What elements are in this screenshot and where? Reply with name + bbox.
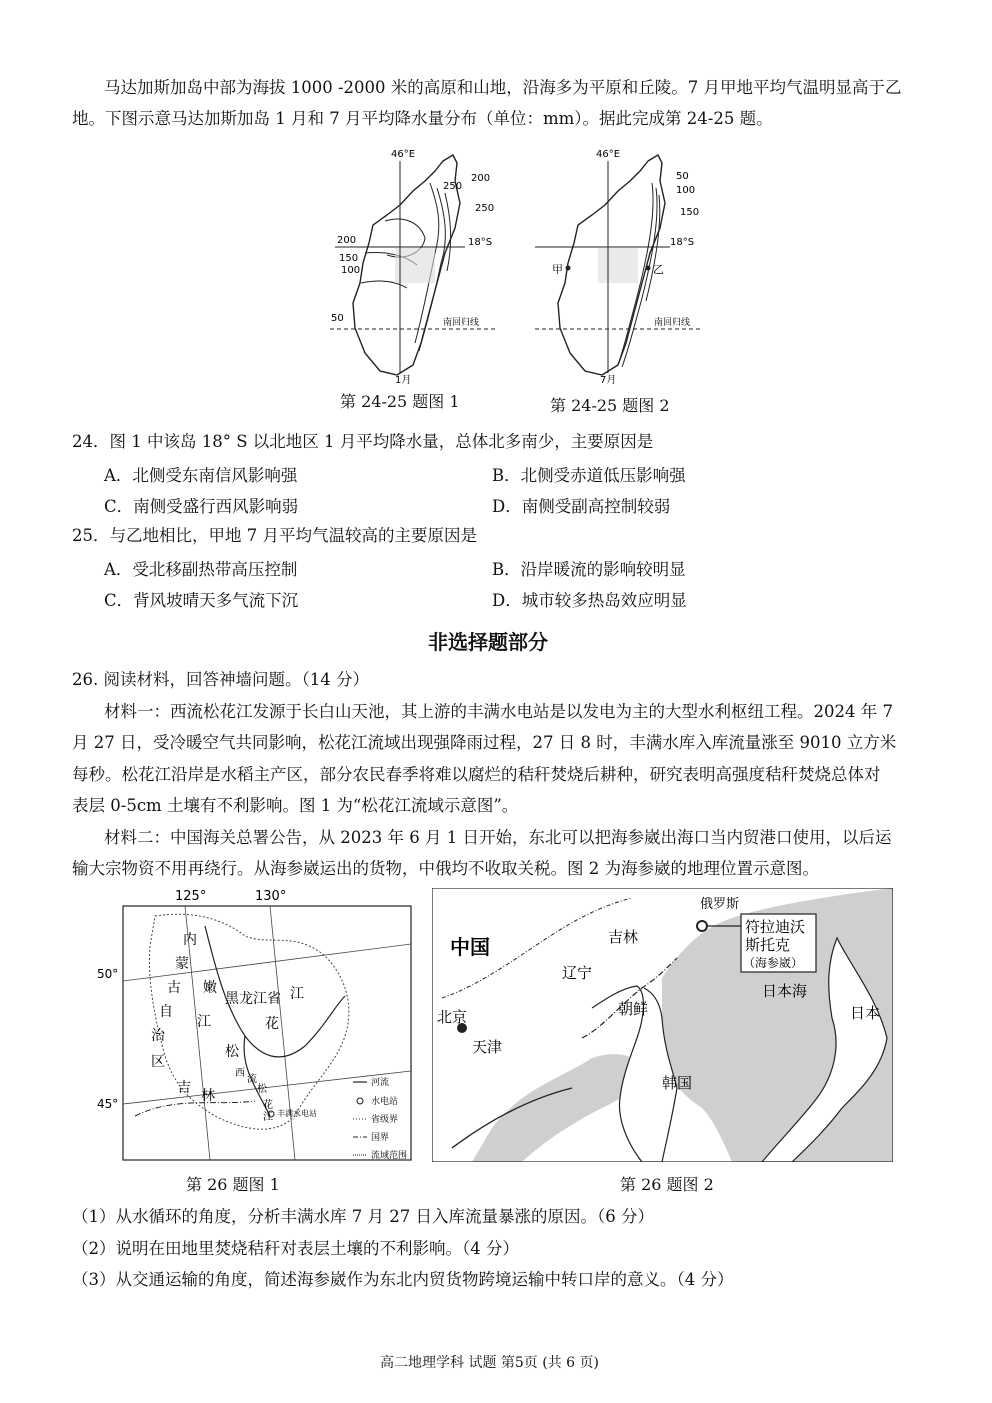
isoline-label: 50 [676, 171, 689, 182]
label-beijing: 北京 [437, 1008, 468, 1026]
label-jilin: 吉林 [608, 928, 639, 946]
q25-option-d[interactable]: D．城市较多热岛效应明显 [492, 591, 687, 610]
q26-material1-line2: 月 27 日，受冷暖空气共同影响，松花江流域出现强降雨过程，27 日 8 时，丰满水库入库流量涨至 9010 立方米 [72, 733, 897, 752]
label-north-korea: 朝鲜 [618, 1000, 649, 1018]
q26-material1-line4: 表层 0-5cm 土壤有不利影响。图 1 为“松花江流域示意图”。 [72, 796, 519, 815]
map-label: 松 [257, 1084, 267, 1095]
map-label: 古 [167, 980, 181, 996]
map1-caption: 第 24-25 题图 1 [340, 392, 460, 411]
isoline-label: 100 [676, 185, 696, 196]
map3-caption: 第 26 题图 1 [186, 1175, 280, 1194]
lat-label: 18°S [468, 237, 493, 248]
map-label: 江 [197, 1014, 211, 1030]
map-label: 丰满水电站 [277, 1109, 317, 1118]
month-label: 1月 [395, 375, 412, 386]
lat-label: 18°S [670, 237, 695, 248]
madagascar-jan-map [325, 143, 500, 388]
lon-label: 125° [175, 889, 207, 904]
label-south-korea: 韩国 [662, 1074, 693, 1092]
legend-hydropower: 水电站 [371, 1097, 399, 1107]
q26-material1-line1: 材料一：西流松花江发源于长白山天池，其上游的丰满水电站是以发电为主的大型水利枢纽工程。2024 年 7 [104, 702, 893, 721]
map-label: 花 [263, 1100, 273, 1111]
madagascar-jul-map [530, 143, 705, 388]
map-label: 流 [247, 1074, 257, 1085]
q24-option-a[interactable]: A．北侧受东南信风影响强 [104, 466, 298, 485]
lon-label: 46°E [596, 149, 621, 160]
q25-option-c[interactable]: C．背风坡晴天多气流下沉 [104, 591, 299, 610]
q25-option-a[interactable]: A．受北移副热带高压控制 [104, 560, 298, 579]
map-label: 花 [265, 1016, 279, 1032]
label-tianjin: 天津 [472, 1038, 503, 1056]
intro-line-1: 马达加斯加岛中部为海拔 1000 -2000 米的高原和山地，沿海多为平原和丘陵。7 月甲地平均气温明显高于乙 [104, 78, 902, 97]
map4-caption: 第 26 题图 2 [620, 1175, 714, 1194]
q26-sub3: （3）从交通运输的角度，简述海参崴作为东北内贸货物跨境运输中转口岸的意义。（4 分） [72, 1270, 734, 1289]
map-label: 蒙 [175, 956, 189, 972]
legend-basin-boundary: 流域范围 [371, 1151, 408, 1161]
label-china: 中国 [450, 935, 490, 959]
lat-label: 50° [97, 967, 119, 981]
isoline-label: 100 [341, 265, 361, 276]
q26-sub1: （1）从水循环的角度，分析丰满水库 7 月 27 日入库流量暴涨的原因。（6 分） [72, 1207, 654, 1226]
label-japan: 日本 [850, 1004, 881, 1022]
intro-line-2: 地。下图示意马达加斯加岛 1 月和 7 月平均降水量分布（单位：mm）。据此完成第 24-25 题。 [72, 109, 773, 128]
q25-stem: 25．与乙地相比，甲地 7 月平均气温较高的主要原因是 [72, 526, 477, 545]
q24-option-c[interactable]: C．南侧受盛行西风影响弱 [104, 497, 299, 516]
map-label: 江 [263, 1112, 273, 1123]
isoline-label: 200 [471, 173, 491, 184]
label-japan-sea: 日本海 [762, 982, 808, 1000]
vladivostok-location-map [432, 888, 893, 1162]
map-label: 林 [201, 1088, 215, 1104]
section-title: 非选择题部分 [428, 630, 548, 654]
q25-option-b[interactable]: B．沿岸暖流的影响较明显 [492, 560, 686, 579]
place-jia: 甲 [552, 263, 563, 276]
isoline-label: 50 [331, 313, 344, 324]
map-label: 江 [290, 986, 304, 1002]
q26-material1-line3: 每秒。松花江沿岸是水稻主产区，部分农民春季将难以腐烂的秸秆焚烧后耕种，研究表明高强度秸秆焚烧总体对 [72, 765, 881, 784]
map-label: 内 [183, 932, 197, 948]
map-label: 治 [151, 1028, 165, 1044]
label-russia: 俄罗斯 [700, 897, 740, 912]
songhua-basin-map [95, 886, 420, 1164]
label-vladivostok-1: 符拉迪沃 [745, 918, 806, 936]
tropic-label: 南回归线 [443, 318, 480, 328]
map-label: 吉 [177, 1080, 191, 1096]
lon-label: 46°E [391, 149, 416, 160]
q26-sub2: （2）说明在田地里焚烧秸秆对表层土壤的不利影响。（4 分） [72, 1239, 519, 1258]
place-yi: 乙 [653, 263, 664, 276]
label-vladivostok-3: （海参崴） [743, 956, 804, 970]
map-label: 黑龙江省 [225, 991, 281, 1007]
map-label: 松 [225, 1044, 239, 1060]
map-label: 西 [235, 1068, 245, 1079]
q24-stem: 24．图 1 中该岛 18° S 以北地区 1 月平均降水量，总体北多南少，主要原因是 [72, 432, 654, 451]
isoline-label: 200 [337, 235, 357, 246]
q26-material2-line1: 材料二：中国海关总署公告，从 2023 年 6 月 1 日开始，东北可以把海参崴出海口当内贸港口使用，以后运 [104, 828, 892, 847]
isoline-label: 150 [339, 253, 359, 264]
tropic-label: 南回归线 [654, 318, 691, 328]
label-liaoning: 辽宁 [562, 964, 593, 982]
month-label: 7月 [600, 375, 617, 386]
legend-national-border: 国界 [371, 1133, 390, 1143]
map-label: 嫩 [203, 980, 217, 996]
isoline-label: 250 [443, 181, 463, 192]
isoline-label: 250 [475, 203, 495, 214]
q24-option-b[interactable]: B．北侧受赤道低压影响强 [492, 466, 686, 485]
q24-option-d[interactable]: D．南侧受副高控制较弱 [492, 497, 671, 516]
map-label: 自 [159, 1004, 173, 1020]
page-footer: 高二地理学科 试题 第5页 (共 6 页) [380, 1355, 599, 1371]
isoline-label: 150 [680, 207, 700, 218]
q26-stem: 26. 阅读材料，回答神墙问题。（14 分） [72, 670, 369, 689]
map2-caption: 第 24-25 题图 2 [550, 396, 670, 415]
map-label: 区 [151, 1054, 165, 1070]
label-vladivostok-2: 斯托克 [745, 936, 791, 954]
lon-label: 130° [255, 889, 287, 904]
legend-river: 河流 [371, 1078, 390, 1088]
legend-province-border: 省级界 [371, 1115, 399, 1125]
lat-label: 45° [97, 1097, 119, 1111]
q26-material2-line2: 输大宗物资不用再绕行。从海参崴运出的货物，中俄均不收取关税。图 2 为海参崴的地理位置示意图。 [72, 859, 819, 878]
